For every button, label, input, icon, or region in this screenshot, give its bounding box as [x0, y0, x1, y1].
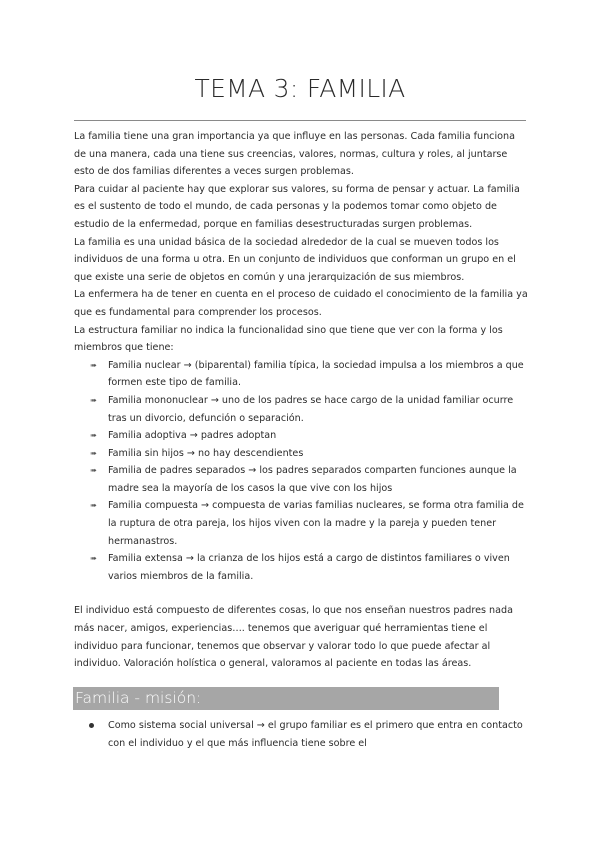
list-item-text: Familia extensa → la crianza de los hijos está a cargo de distintos familiares o viven varios miembros de la familia.	[108, 553, 510, 582]
list-item-text: Familia compuesta → compuesta de varias familias nucleares, se forma otra familia de la ruptura de otra pareja, los hijos viven con la madre y la pareja y pueden tener hermanastros.	[108, 500, 524, 547]
document-body	[74, 128, 529, 673]
arrow-bullet-icon: ➠	[90, 395, 97, 405]
arrow-bullet-icon: ➠	[90, 448, 97, 458]
list-item-text: Familia adoptiva → padres adoptan	[108, 430, 277, 442]
family-types-list	[74, 357, 529, 586]
list-item-text: Familia mononuclear → uno de los padres se hace cargo de la unidad familiar ocurre tras un divorcio, defunción o separación.	[108, 394, 514, 424]
paragraph: La familia tiene una gran importancia ya que influye en las personas. Cada familia funciona de una manera, cada una tiene sus creencias, valores, normas, cultura y roles, al juntarse esto de dos familias diferentes a veces surgen problemas.	[74, 131, 515, 178]
paragraph: Para cuidar al paciente hay que explorar sus valores, su forma de pensar y actuar. La familia es el sustento de todo el mundo, de cada personas y la podemos tomar como objeto de estudio de la enfermedad, porque en familias desestructuradas surgen problemas.	[74, 183, 520, 230]
list-item	[90, 462, 529, 497]
list-item	[90, 427, 529, 445]
paragraph: El individuo está compuesto de diferentes cosas, lo que nos enseñan nuestros padres nada más nacer, amigos, experiencias…. tenemos que averiguar qué herramientas tiene el individuo para funcionar, tenemos que observar y valorar todo lo que puede afectar al individuo. Valoración holística o general, valoramos al paciente en todas las áreas.	[74, 605, 513, 670]
paragraph: La familia es una unidad básica de la sociedad alrededor de la cual se mueven todos los individuos de una forma u otra. En un conjunto de individuos que conforman un grupo en el que existe una serie de objetos en común y una jerarquización de sus miembros.	[74, 236, 516, 283]
list-item-text: Familia de padres separados → los padres separados comparten funciones aunque la madre sea la mayoría de los casos la que vive con los hijos	[108, 465, 517, 494]
list-item	[90, 497, 529, 550]
paragraph: La enfermera ha de tener en cuenta en el proceso de cuidado el conocimiento de la familia ya que es fundamental para comprender los procesos.	[74, 289, 528, 318]
list-item	[90, 445, 529, 463]
arrow-bullet-icon: ➠	[90, 501, 97, 511]
arrow-bullet-icon: ➠	[90, 466, 97, 476]
section-heading	[73, 687, 499, 710]
title-divider	[74, 120, 526, 121]
arrow-bullet-icon: ➠	[90, 360, 97, 370]
page-title: TEMA 3: FAMILIA	[194, 74, 406, 103]
list-item	[90, 357, 529, 392]
arrow-bullet-icon: ➠	[90, 554, 97, 564]
list-item	[108, 717, 529, 752]
mission-list	[74, 717, 529, 752]
section-heading-text: Familia - misión:	[75, 689, 202, 707]
arrow-bullet-icon: ➠	[90, 431, 97, 441]
bullet-dot-icon	[89, 723, 94, 728]
spacer	[74, 585, 529, 602]
list-item	[90, 392, 529, 427]
list-item	[90, 550, 529, 585]
list-item-text: Familia sin hijos → no hay descendientes	[108, 447, 304, 459]
list-item-text: Como sistema social universal → el grupo familiar es el primero que entra en contacto con el individuo y el que más influencia tiene sobre el	[108, 720, 523, 749]
list-item-text: Familia nuclear → (biparental) familia típica, la sociedad impulsa a los miembros a que formen este tipo de familia.	[108, 359, 524, 389]
paragraph: La estructura familiar no indica la funcionalidad sino que tiene que ver con la forma y los miembros que tiene:	[74, 324, 503, 354]
